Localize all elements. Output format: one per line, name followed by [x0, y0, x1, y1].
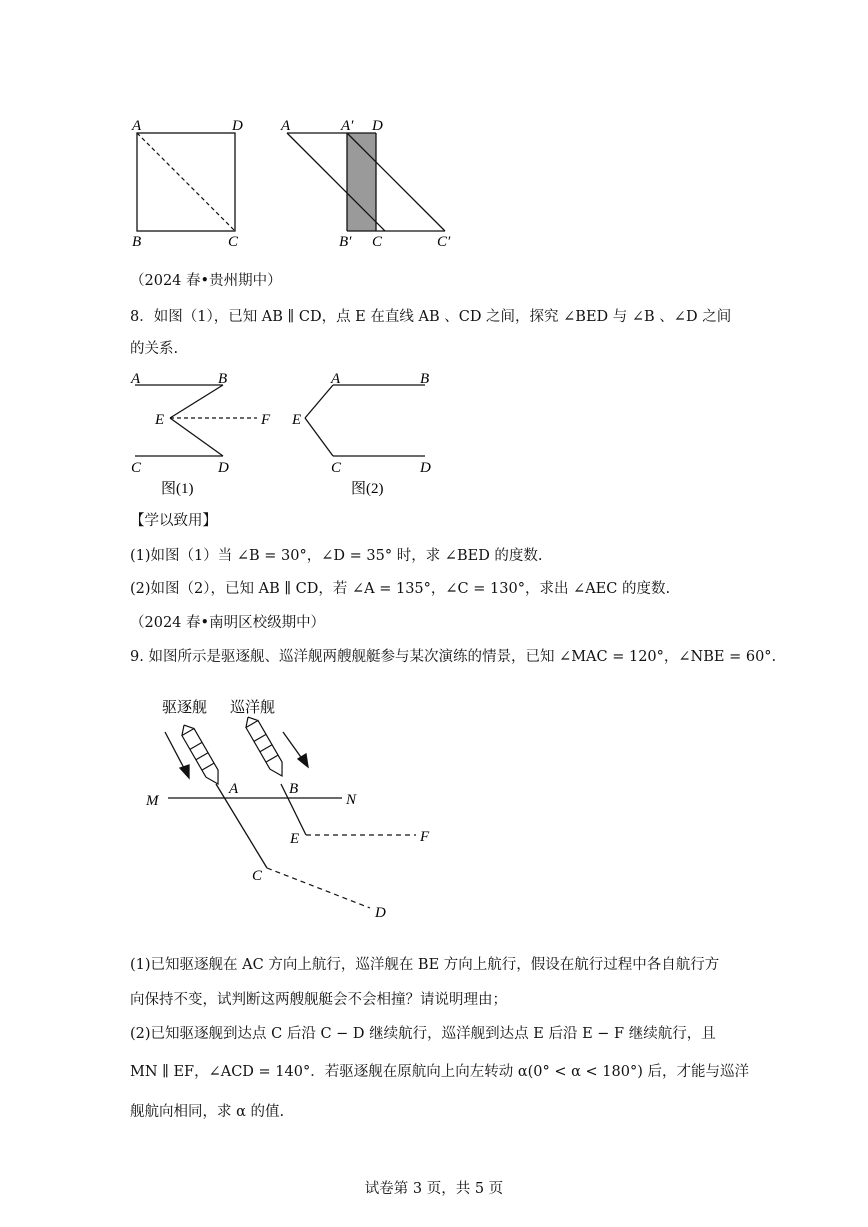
q8-figure-1 [125, 365, 285, 500]
label-F: F [420, 829, 430, 845]
label-A-prime: A′ [341, 118, 354, 134]
q9-sub2-line2: MN ∥ EF，∠ACD = 140°．若驱逐舰在原航向上向左转动 α(0° < α < 180°) 后，才能与巡洋 [130, 1064, 749, 1080]
q8-sub2: (2)如图（2），已知 AB ∥ CD，若 ∠A = 135°，∠C = 130°，求出 ∠AEC 的度数. [130, 581, 671, 597]
label-B: B [132, 234, 142, 250]
label-B: B [289, 781, 299, 797]
q8-heading: 【学以致用】 [130, 513, 217, 529]
q8-sub1: (1)如图（1）当 ∠B = 30°，∠D = 35° 时，求 ∠BED 的度数. [130, 548, 543, 564]
q9-figure [140, 690, 440, 925]
label-A: A [132, 118, 142, 134]
destroyer-ship-icon [178, 722, 224, 788]
label-B-prime: B′ [339, 234, 352, 250]
label-A: A [331, 371, 341, 387]
fig1-caption: 图(1) [161, 481, 194, 497]
label-D: D [218, 460, 229, 476]
q9-sub2-line1: (2)已知驱逐舰到达点 C 后沿 C − D 继续航行，巡洋舰到达点 E 后沿 E − F 继续航行，且 [130, 1026, 716, 1042]
label-C: C [228, 234, 239, 250]
q8-text-line1: 8．如图（1），已知 AB ∥ CD，点 E 在直线 AB 、CD 之间，探究 ∠BED 与 ∠B 、∠D 之间 [130, 309, 732, 325]
ship2-label: 巡洋舰 [230, 700, 276, 716]
label-A: A [229, 781, 239, 797]
q9-sub1-line1: (1)已知驱逐舰在 AC 方向上航行，巡洋舰在 BE 方向上航行，假设在航行过程中各自航行方 [130, 957, 720, 973]
label-C: C [131, 460, 142, 476]
label-C: C [372, 234, 383, 250]
square-figure [120, 110, 260, 255]
label-N: N [346, 792, 357, 808]
label-E: E [155, 412, 165, 428]
q8-figure-2 [285, 365, 445, 500]
q9-text-line1: 9. 如图所示是驱逐舰、巡洋舰两艘舰艇参与某次演练的情景，已知 ∠MAC = 120°，∠NBE = 60°. [130, 649, 777, 665]
label-B: B [420, 371, 430, 387]
q8-source: （2024 春•贵州期中） [130, 273, 282, 289]
page-footer: 试卷第 3 页，共 5 页 [364, 1181, 504, 1197]
label-E: E [290, 831, 300, 847]
q9-sub1-line2: 向保持不变，试判断这两艘舰艇会不会相撞？请说明理由； [130, 992, 507, 1008]
label-A: A [281, 118, 291, 134]
label-F: F [261, 412, 271, 428]
label-C: C [331, 460, 342, 476]
ship1-label: 驱逐舰 [162, 700, 208, 716]
fig2-caption: 图(2) [351, 481, 384, 497]
label-D: D [420, 460, 431, 476]
label-D: D [375, 905, 386, 921]
label-C: C [252, 868, 263, 884]
label-E: E [292, 412, 302, 428]
label-M: M [146, 793, 159, 809]
label-A: A [131, 371, 141, 387]
label-D: D [232, 118, 243, 134]
label-D: D [372, 118, 383, 134]
parallelogram-figure [275, 110, 465, 255]
label-B: B [218, 371, 228, 387]
cruiser-ship-icon [242, 714, 288, 780]
arrow-icon [283, 732, 308, 767]
q9-sub2-line3: 舰航向相同，求 α 的值. [130, 1104, 285, 1120]
q9-source: （2024 春•南明区校级期中） [130, 615, 326, 631]
q8-text-line2: 的关系. [130, 341, 179, 357]
label-C-prime: C′ [437, 234, 451, 250]
